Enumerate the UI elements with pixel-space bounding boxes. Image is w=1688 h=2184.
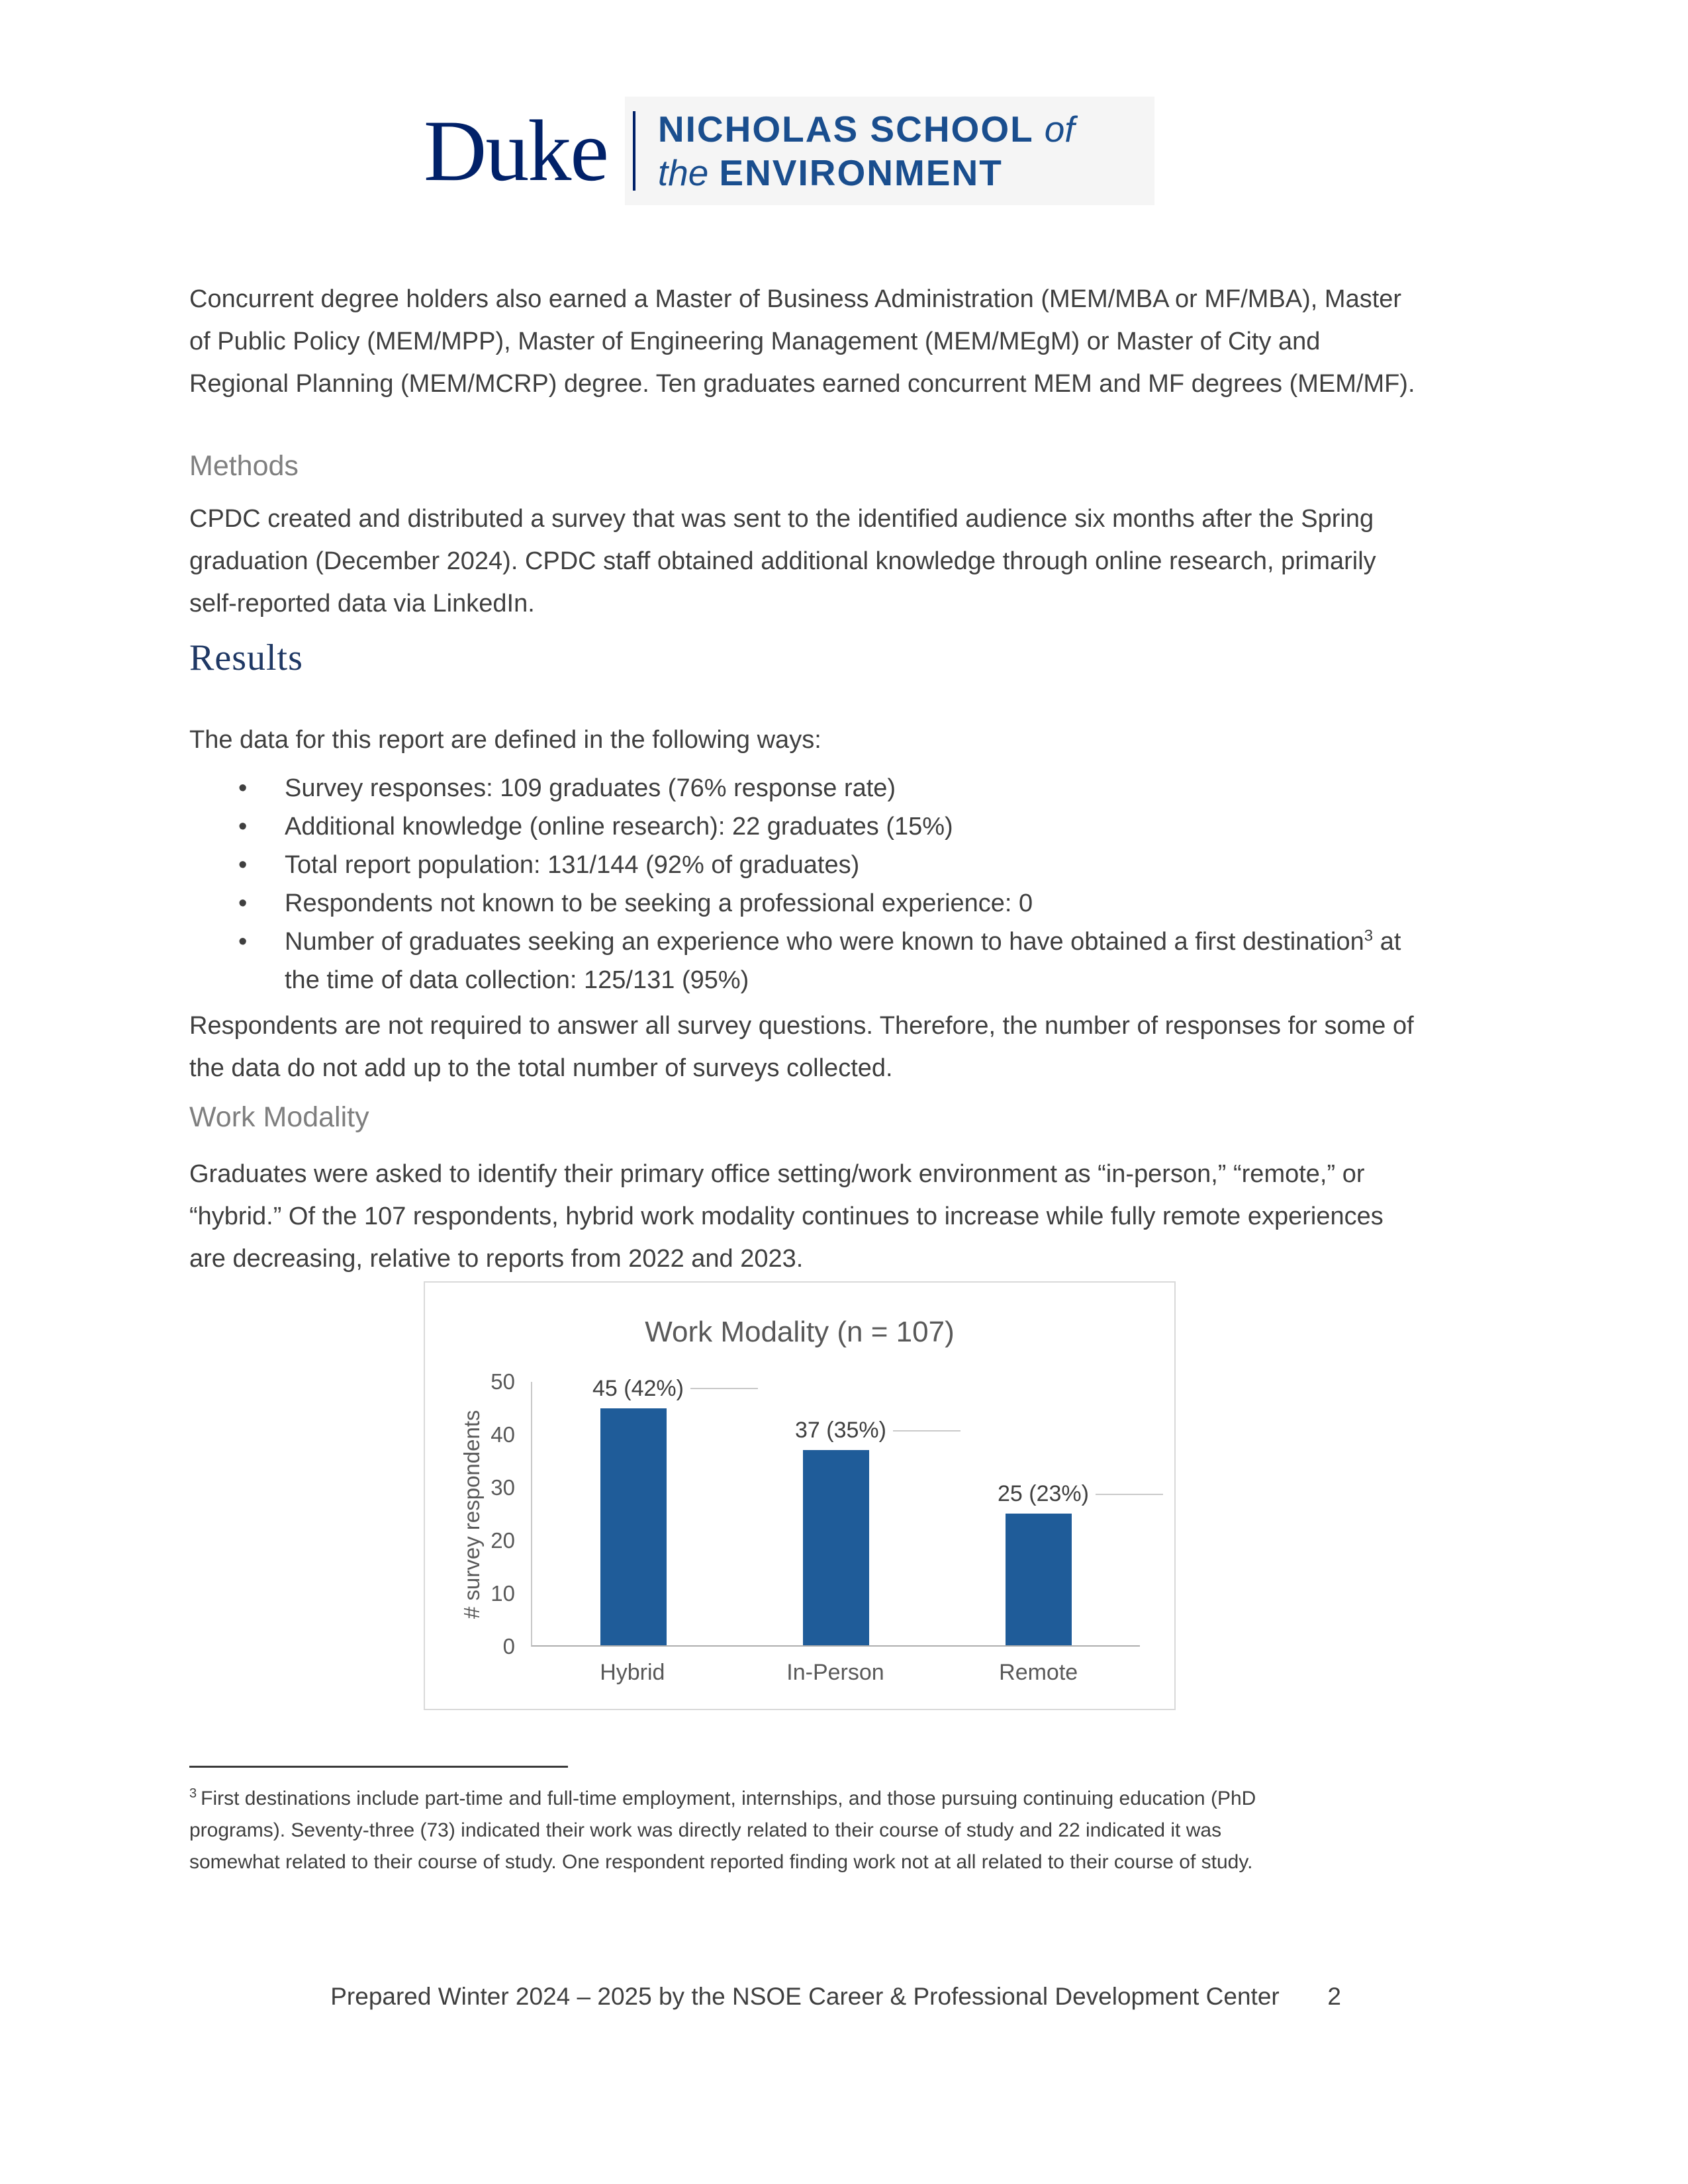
- bullet-total-population: • Total report population: 131/144 (92% of graduates): [189, 846, 1421, 884]
- footnote: [189, 1783, 1295, 1878]
- bullet-survey-responses: • Survey responses: 109 graduates (76% response rate): [189, 769, 1421, 807]
- of-text: of: [1044, 109, 1075, 150]
- bullet-additional-knowledge: • Additional knowledge (online research): 22 graduates (15%): [189, 807, 1421, 846]
- school-name-block: [625, 97, 1154, 205]
- methods-paragraph: CPDC created and distributed a survey that was sent to the identified audience six months after the Spring graduation (December 2024). CPDC staff obtained additional knowledge through online research, primarily self-reported data via LinkedIn.: [189, 505, 1376, 617]
- logo-divider: [633, 111, 635, 191]
- label-leader-line: [893, 1430, 961, 1432]
- duke-wordmark: Duke: [424, 102, 608, 199]
- y-tick-50: 50: [491, 1369, 515, 1394]
- bar-label-remote-text: 25 (23%): [997, 1481, 1089, 1506]
- y-tick-30: 30: [491, 1475, 515, 1500]
- bar-label-in-person: [795, 1418, 961, 1443]
- plot-area: [531, 1375, 1140, 1647]
- work-modality-paragraph: Graduates were asked to identify their primary office setting/work environment as “in-person,” “remote,” or “hybrid.” Of the 107 respondents, hybrid work modality continues to increase while fully remote experiences are decreasing, relative to reports from 2022 and 2023.: [189, 1160, 1383, 1273]
- y-tick-10: 10: [491, 1581, 515, 1606]
- results-intro: The data for this report are defined in the following ways:: [189, 726, 821, 754]
- x-label-remote: Remote: [999, 1660, 1078, 1685]
- bullet-first-destination: [189, 923, 1421, 999]
- results-heading: Results: [189, 637, 303, 678]
- nicholas-school-text: NICHOLAS SCHOOL: [657, 109, 1034, 150]
- y-axis-ticks: [425, 1369, 515, 1659]
- x-label-hybrid: Hybrid: [600, 1660, 665, 1685]
- bar-in-person: [803, 1450, 869, 1645]
- bullet-first-destination-pre: Number of graduates seeking an experience who were known to have obtained a first destination: [285, 928, 1364, 956]
- work-modality-heading: Work Modality: [189, 1101, 369, 1133]
- footnote-text: First destinations include part-time and full-time employment, internships, and those pursuing continuing education (PhD programs). Seventy-three (73) indicated their work was directly related to their course of study and 22 indicated it was somewhat related to their course of study. One respondent reported finding work not at all related to their course of study.: [189, 1788, 1256, 1873]
- x-axis-labels: [531, 1660, 1140, 1686]
- footnote-marker: 3: [189, 1786, 197, 1801]
- school-name-line-1: [658, 107, 1075, 151]
- bar-label-hybrid: [592, 1376, 758, 1402]
- y-tick-0: 0: [502, 1634, 515, 1659]
- bar-label-remote: [998, 1481, 1163, 1507]
- respondents-note: Respondents are not required to answer all survey questions. Therefore, the number of responses for some of the data do not add up to the total number of surveys collected.: [189, 1012, 1414, 1082]
- bar-hybrid: [600, 1408, 667, 1645]
- the-text: the: [657, 152, 709, 193]
- intro-paragraph: Concurrent degree holders also earned a Master of Business Administration (MEM/MBA or MF/MBA), Master of Public Policy (MEM/MPP), Master of Engineering Management (MEM/MEgM) or Master of City and Regional Planning (MEM/MCRP) degree. Ten graduates earned concurrent MEM and MF degrees (MEM/MF).: [189, 285, 1415, 398]
- footnote-divider: [189, 1766, 568, 1768]
- y-axis-title: # survey respondents: [459, 1410, 484, 1619]
- label-leader-line: [1096, 1494, 1163, 1495]
- footer-text: Prepared Winter 2024 – 2025 by the NSOE Career & Professional Development Center: [330, 1983, 1280, 2010]
- label-leader-line: [690, 1388, 758, 1389]
- bar-remote: [1006, 1514, 1072, 1645]
- school-name-line-2: [658, 151, 1075, 195]
- bar-label-in-person-text: 37 (35%): [795, 1418, 886, 1443]
- x-label-in-person: In-Person: [786, 1660, 884, 1685]
- school-name: [658, 107, 1075, 195]
- chart-title: Work Modality (n = 107): [645, 1316, 955, 1348]
- page-number: 2: [1327, 1983, 1341, 2010]
- y-tick-20: 20: [491, 1528, 515, 1553]
- bullet-not-seeking: • Respondents not known to be seeking a professional experience: 0: [189, 884, 1421, 923]
- y-tick-40: 40: [491, 1422, 515, 1447]
- work-modality-chart: [424, 1281, 1176, 1710]
- results-bullet-list: [189, 769, 1421, 999]
- page-footer: [189, 1983, 1421, 2011]
- methods-heading: Methods: [189, 450, 299, 482]
- bullet-first-destination-post: at the time of data collection: 125/131 (95%): [285, 928, 1401, 994]
- environment-text: ENVIRONMENT: [719, 152, 1003, 193]
- footnote-ref-3: 3: [1364, 927, 1374, 945]
- bar-label-hybrid-text: 45 (42%): [592, 1375, 684, 1401]
- duke-nsoe-logo: [424, 97, 1154, 205]
